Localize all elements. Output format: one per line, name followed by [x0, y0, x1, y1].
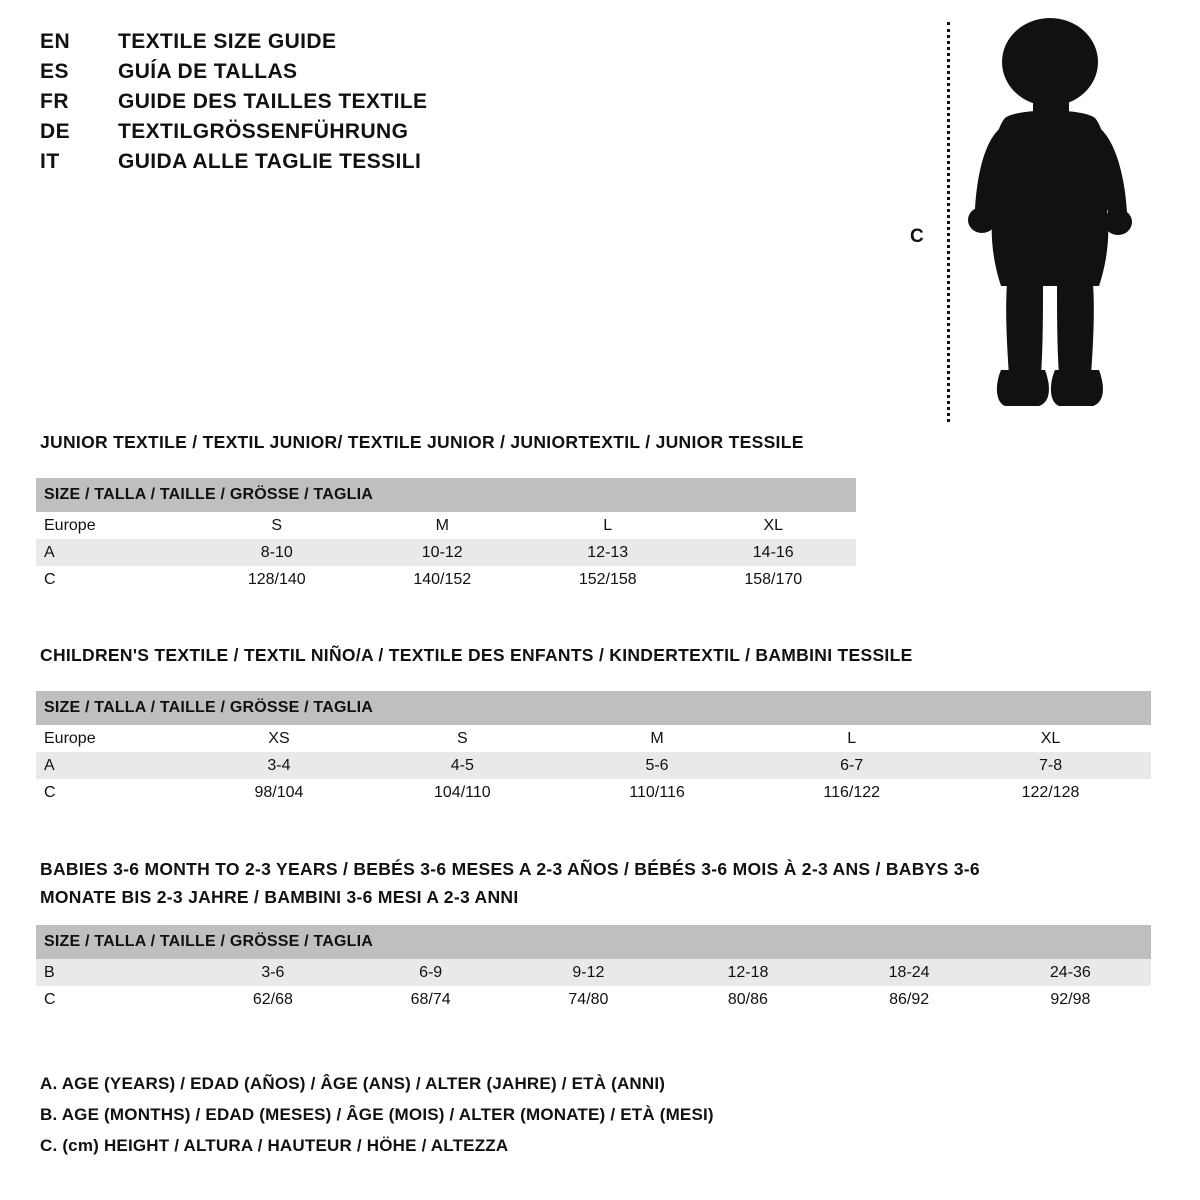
- table-row: [36, 779, 1151, 806]
- language-code-es: ES: [40, 60, 70, 83]
- children-row-a-v4: 7-8: [950, 752, 1151, 779]
- junior-row-a-v2: 12-13: [525, 539, 691, 566]
- children-size-xs: XS: [194, 725, 364, 752]
- junior-row-a-label: A: [36, 539, 194, 566]
- child-silhouette-icon: [955, 14, 1145, 424]
- language-code-it: IT: [40, 150, 60, 173]
- babies-table-header: SIZE / TALLA / TAILLE / GRÖSSE / TAGLIA: [36, 925, 1151, 959]
- children-size-xl: XL: [950, 725, 1151, 752]
- language-code-de: DE: [40, 120, 71, 143]
- junior-table-header: SIZE / TALLA / TAILLE / GRÖSSE / TAGLIA: [36, 478, 856, 512]
- table-header-row: [36, 925, 1151, 959]
- junior-size-s: S: [194, 512, 360, 539]
- children-row-a-label: A: [36, 752, 194, 779]
- language-code-fr: FR: [40, 90, 69, 113]
- footnote-c: C. (cm) HEIGHT / ALTURA / HAUTEUR / HÖHE / ALTEZZA: [40, 1136, 509, 1155]
- junior-size-m: M: [360, 512, 526, 539]
- language-title-es: GUÍA DE TALLAS: [118, 60, 298, 83]
- measure-label-c: C: [910, 226, 924, 247]
- children-size-s: S: [364, 725, 561, 752]
- children-row-a-v3: 6-7: [753, 752, 950, 779]
- babies-row-c-label: C: [36, 986, 194, 1013]
- table-row: [36, 959, 1151, 986]
- children-size-table: [36, 691, 1151, 806]
- footnote-b: B. AGE (MONTHS) / EDAD (MESES) / ÂGE (MOIS) / ALTER (MONATE) / ETÀ (MESI): [40, 1105, 714, 1124]
- babies-row-b-v5: 24-36: [990, 959, 1151, 986]
- measure-dotted-line: [947, 22, 950, 422]
- children-region-label: Europe: [36, 725, 194, 752]
- babies-row-c-v2: 74/80: [510, 986, 668, 1013]
- junior-row-c-v0: 128/140: [194, 566, 360, 593]
- section-title-children: CHILDREN'S TEXTILE / TEXTIL NIÑO/A / TEXTILE DES ENFANTS / KINDERTEXTIL / BAMBINI TESSILE: [40, 645, 913, 665]
- babies-row-c-v0: 62/68: [194, 986, 352, 1013]
- junior-region-label: Europe: [36, 512, 194, 539]
- babies-row-b-v0: 3-6: [194, 959, 352, 986]
- children-row-c-v1: 104/110: [364, 779, 561, 806]
- language-row-en: [40, 30, 740, 60]
- babies-row-c-v1: 68/74: [352, 986, 510, 1013]
- language-row-fr: [40, 90, 740, 120]
- language-title-en: TEXTILE SIZE GUIDE: [118, 30, 337, 53]
- babies-row-c-v5: 92/98: [990, 986, 1151, 1013]
- section-title-junior: JUNIOR TEXTILE / TEXTIL JUNIOR/ TEXTILE JUNIOR / JUNIORTEXTIL / JUNIOR TESSILE: [40, 432, 804, 452]
- children-size-m: M: [561, 725, 754, 752]
- junior-size-xl: XL: [691, 512, 857, 539]
- babies-row-c-v3: 80/86: [667, 986, 828, 1013]
- children-row-a-v1: 4-5: [364, 752, 561, 779]
- babies-row-c-v4: 86/92: [829, 986, 990, 1013]
- children-row-a-v0: 3-4: [194, 752, 364, 779]
- junior-row-a-v1: 10-12: [360, 539, 526, 566]
- junior-row-c-v2: 152/158: [525, 566, 691, 593]
- legend-footnotes: [40, 1068, 1140, 1161]
- babies-row-b-v1: 6-9: [352, 959, 510, 986]
- junior-row-a-v0: 8-10: [194, 539, 360, 566]
- babies-row-b-v4: 18-24: [829, 959, 990, 986]
- babies-row-b-v2: 9-12: [510, 959, 668, 986]
- language-title-de: TEXTILGRÖSSENFÜHRUNG: [118, 120, 409, 143]
- junior-size-table: [36, 478, 856, 593]
- junior-row-a-v3: 14-16: [691, 539, 857, 566]
- children-row-c-v2: 110/116: [561, 779, 754, 806]
- children-row-c-label: C: [36, 779, 194, 806]
- section-title-babies: BABIES 3-6 MONTH TO 2-3 YEARS / BEBÉS 3-6 MESES A 2-3 AÑOS / BÉBÉS 3-6 MOIS À 2-3 ANS / BABYS 3-6 MONATE BIS 2-3 JAHRE / BAMBINI 3-6 MESI A 2-3 ANNI: [40, 859, 980, 907]
- junior-row-c-v1: 140/152: [360, 566, 526, 593]
- table-header-row: [36, 478, 856, 512]
- children-row-a-v2: 5-6: [561, 752, 754, 779]
- language-row-it: [40, 150, 740, 180]
- height-measurement-figure: [900, 8, 1160, 428]
- table-row: [36, 566, 856, 593]
- children-row-c-v4: 122/128: [950, 779, 1151, 806]
- language-legend: [40, 30, 740, 180]
- language-row-de: [40, 120, 740, 150]
- footnote-a: A. AGE (YEARS) / EDAD (AÑOS) / ÂGE (ANS) / ALTER (JAHRE) / ETÀ (ANNI): [40, 1074, 666, 1093]
- table-row: [36, 725, 1151, 752]
- babies-size-table: [36, 925, 1151, 1013]
- junior-size-l: L: [525, 512, 691, 539]
- junior-row-c-v3: 158/170: [691, 566, 857, 593]
- table-row: [36, 752, 1151, 779]
- language-code-en: EN: [40, 30, 71, 53]
- children-row-c-v3: 116/122: [753, 779, 950, 806]
- babies-row-b-v3: 12-18: [667, 959, 828, 986]
- children-size-l: L: [753, 725, 950, 752]
- children-table-header: SIZE / TALLA / TAILLE / GRÖSSE / TAGLIA: [36, 691, 1151, 725]
- table-row: [36, 512, 856, 539]
- children-row-c-v0: 98/104: [194, 779, 364, 806]
- junior-row-c-label: C: [36, 566, 194, 593]
- table-row: [36, 986, 1151, 1013]
- table-header-row: [36, 691, 1151, 725]
- babies-row-b-label: B: [36, 959, 194, 986]
- language-row-es: [40, 60, 740, 90]
- table-row: [36, 539, 856, 566]
- language-title-it: GUIDA ALLE TAGLIE TESSILI: [118, 150, 422, 173]
- language-title-fr: GUIDE DES TAILLES TEXTILE: [118, 90, 428, 113]
